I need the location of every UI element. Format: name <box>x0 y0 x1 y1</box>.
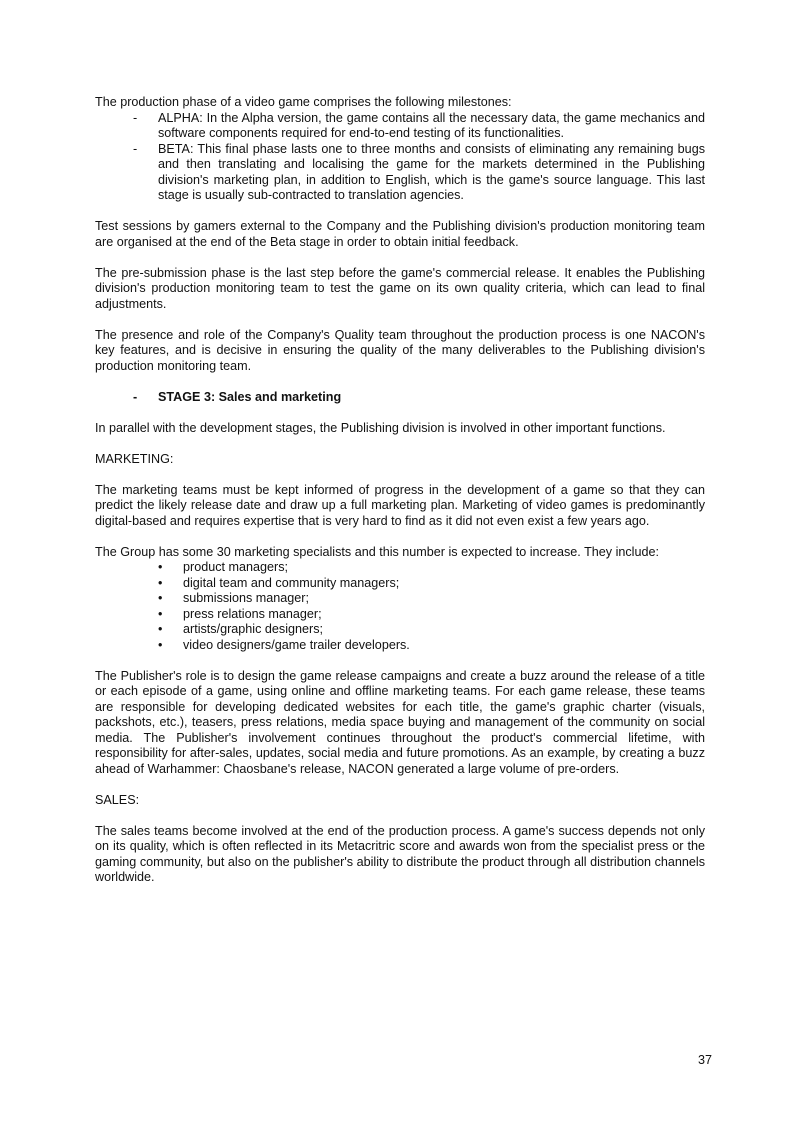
group-paragraph: The Group has some 30 marketing specialists and this number is expected to increase. They include: <box>95 544 659 559</box>
quality-paragraph: The presence and role of the Company's Quality team throughout the production process is one NACON's key features, and is decisive in ensuring the quality of the many deliverables to the Publishing division's production monitoring team. <box>95 327 705 373</box>
parallel-paragraph: In parallel with the development stages, the Publishing division is involved in other important functions. <box>95 420 666 435</box>
stage3-title: STAGE 3: Sales and marketing <box>158 389 342 404</box>
bullet-marker: • <box>158 575 163 590</box>
bullet-marker: • <box>158 637 163 652</box>
list-item <box>158 607 705 623</box>
bullet-marker: • <box>158 591 163 605</box>
sales-paragraph: The sales teams become involved at the end of the production process. A game's success depends not only on its quality, which is often reflected in its Metacritric score and awards won from the specialist press or the gaming community, but also on the publisher's ability to distribute the product through all distribution channels worldwide. <box>95 823 705 884</box>
milestone-beta <box>133 142 705 204</box>
bullet-marker: • <box>158 622 163 636</box>
list-item-text: digital team and community managers; <box>183 575 400 590</box>
list-item-text: product managers; <box>183 560 289 574</box>
list-item <box>158 622 705 638</box>
list-item <box>158 560 705 576</box>
list-item <box>158 591 705 607</box>
bullet-marker: • <box>158 560 163 574</box>
page-number: 37 <box>697 1053 712 1067</box>
list-item-text: submissions manager; <box>183 591 309 605</box>
milestone-alpha-text: ALPHA: In the Alpha version, the game contains all the necessary data, the game mechanics and software components required for end-to-end testing of its functionalities. <box>158 110 705 140</box>
intro-paragraph: The production phase of a video game comprises the following milestones: <box>95 95 512 109</box>
document-body <box>95 95 705 886</box>
marketing-paragraph: The marketing teams must be kept informed of progress in the development of a game so that they can predict the likely release date and draw up a full marketing plan. Marketing of video games is predominantly digital-based and requires expertise that is very hard to find as it did not even exist a few years ago. <box>95 482 705 528</box>
list-item <box>158 638 705 654</box>
stage3-heading <box>133 390 705 406</box>
list-item-text: press relations manager; <box>183 606 322 621</box>
marketing-heading: MARKETING: <box>95 451 174 466</box>
dash-marker: - <box>133 110 138 125</box>
dash-marker: - <box>133 141 138 156</box>
milestone-alpha <box>133 111 705 142</box>
milestone-beta-text: BETA: This final phase lasts one to three months and consists of eliminating any remaining bugs and then translating and localising the game for the markets determined in the Publishing division's marketing plan, in addition to English, which is the game's source language. This last stage is usually sub-contracted to translation agencies. <box>158 141 705 202</box>
list-item-text: artists/graphic designers; <box>183 622 323 636</box>
test-sessions-paragraph: Test sessions by gamers external to the Company and the Publishing division's production monitoring team are organised at the end of the Beta stage in order to obtain initial feedback. <box>95 219 705 249</box>
bullet-marker: • <box>158 606 163 621</box>
specialists-list <box>95 560 705 653</box>
list-item-text: video designers/game trailer developers. <box>183 637 410 652</box>
list-item <box>158 576 705 592</box>
sales-heading: SALES: <box>95 792 140 807</box>
publisher-paragraph: The Publisher's role is to design the game release campaigns and create a buzz around the release of a title or each episode of a game, using online and offline marketing teams. For each game release, these teams are responsible for developing dedicated websites for each title, the game's graphic charter (visuals, packshots, etc.), teasers, press relations, media space buying and management of the community on social media. The Publisher's involvement continues throughout the product's commercial lifetime, with responsibility for after-sales, updates, social media and future promotions. As an example, by creating a buzz ahead of Warhammer: Chaosbane's release, NACON generated a large volume of pre-orders. <box>95 668 705 776</box>
pre-submission-paragraph: The pre-submission phase is the last step before the game's commercial release. It enables the Publishing division's production monitoring team to test the game on its own quality criteria, which can lead to final adjustments. <box>95 265 705 311</box>
dash-marker: - <box>133 389 138 404</box>
